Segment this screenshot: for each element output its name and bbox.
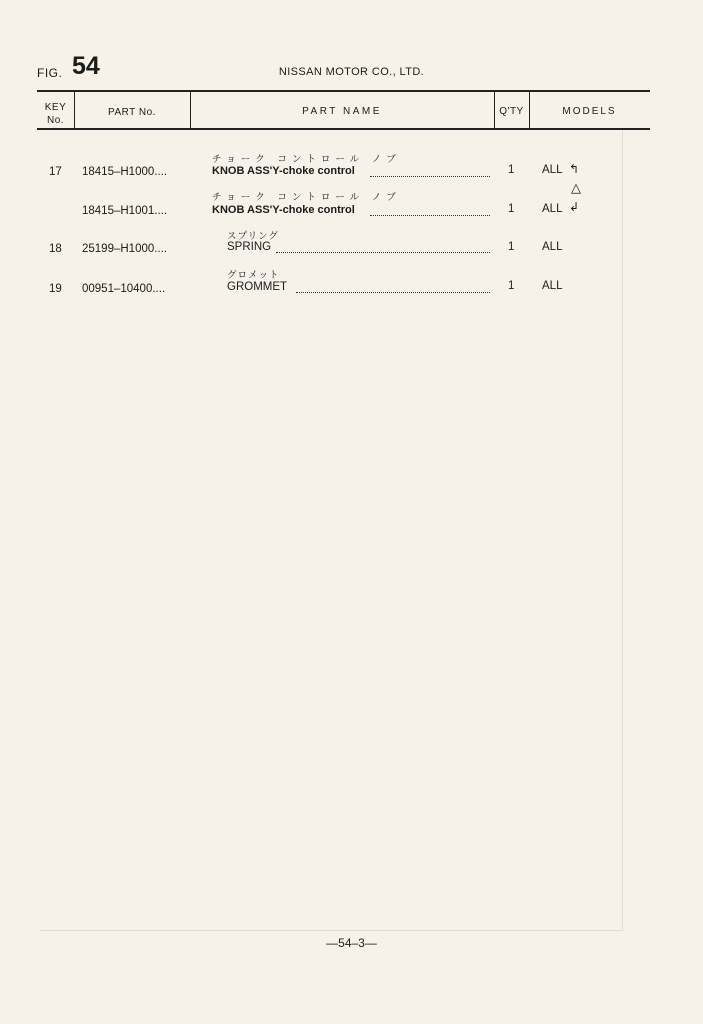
dot-leader (296, 291, 490, 293)
triangle-icon: △ (571, 180, 581, 195)
models: ALL (542, 203, 563, 215)
qty: 1 (508, 241, 515, 253)
col-header-key-line2: No. (46, 115, 65, 126)
key-no: 19 (49, 283, 62, 295)
part-no: 25199–H1000.... (82, 243, 168, 255)
col-header-part-no: PART No. (108, 107, 156, 118)
part-name: KNOB ASS'Y-choke control (212, 204, 355, 216)
models: ALL (542, 164, 563, 176)
qty: 1 (508, 164, 515, 176)
part-name-jp: チョーク コントロール ノブ (212, 192, 401, 203)
col-header-key-line1: KEY (44, 102, 67, 113)
header-top-rule (37, 90, 650, 92)
key-no: 18 (49, 243, 62, 255)
col-header-key (37, 101, 74, 127)
bracket-top-icon: ↰ (569, 162, 580, 176)
part-name-jp: グロメット (227, 270, 280, 281)
dot-leader (370, 214, 490, 216)
part-no: 18415–H1001.... (82, 205, 168, 217)
bracket-bottom-icon: ↲ (569, 200, 580, 214)
part-name-jp: チョーク コントロール ノブ (212, 154, 401, 165)
header-bottom-rule (37, 128, 650, 130)
key-no: 17 (49, 166, 62, 178)
col-header-models: MODELS (562, 106, 617, 117)
part-name-jp: スプリング (227, 231, 279, 242)
dot-leader (276, 251, 490, 253)
part-no: 00951–10400.... (82, 283, 166, 295)
part-no: 18415–H1000.... (82, 166, 168, 178)
qty: 1 (508, 203, 515, 215)
fig-label: FIG. (37, 66, 63, 80)
models: ALL (542, 241, 563, 253)
col-header-part-name: PART NAME (302, 106, 382, 117)
fig-number: 54 (72, 52, 100, 80)
page-number: —54–3— (326, 936, 377, 950)
part-name: KNOB ASS'Y-choke control (212, 165, 355, 177)
col-header-qty: Q'TY (499, 106, 524, 117)
models: ALL (542, 280, 563, 292)
part-name: GROMMET (227, 281, 288, 293)
qty: 1 (508, 280, 515, 292)
dot-leader (370, 175, 490, 177)
part-name: SPRING (227, 241, 272, 253)
company-name: NISSAN MOTOR CO., LTD. (278, 66, 425, 78)
